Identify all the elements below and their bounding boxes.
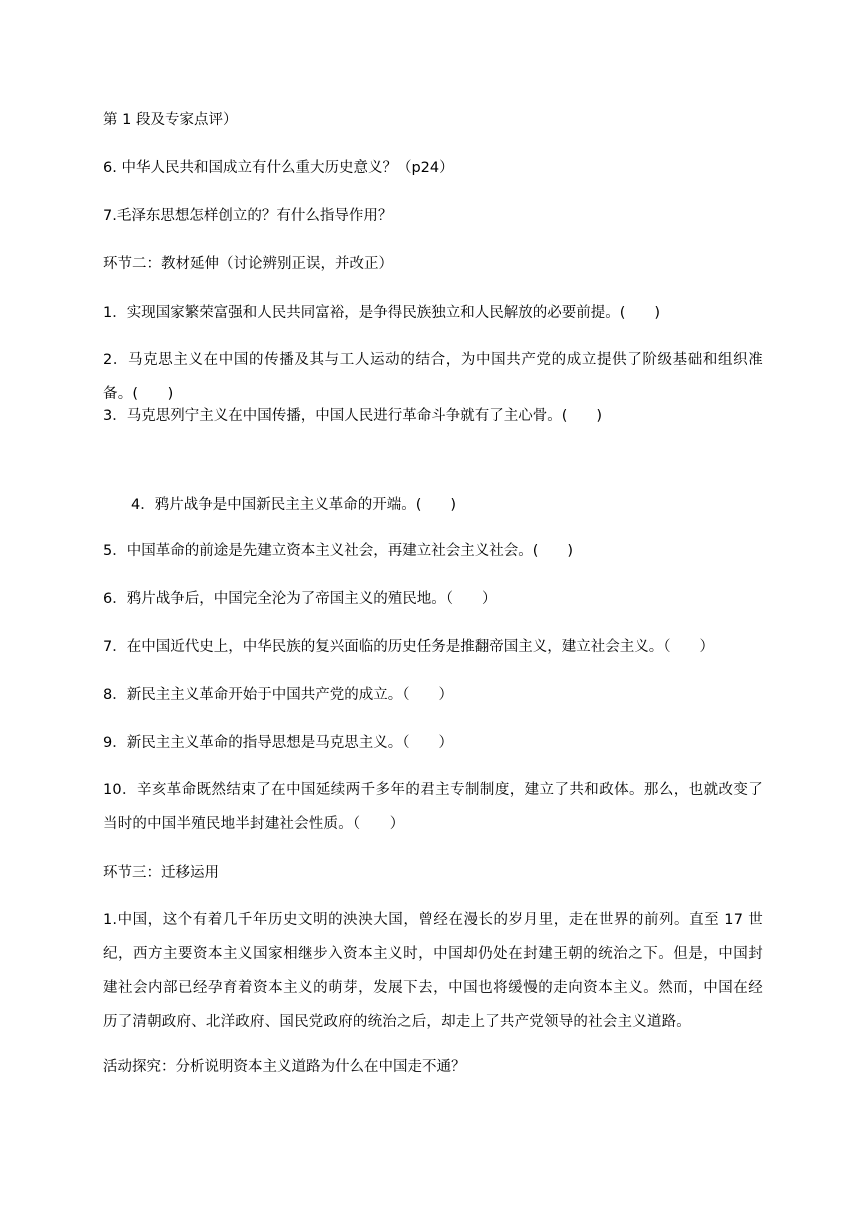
- section-heading-2: 环节二：教材延伸（讨论辨别正误，并改正）: [103, 256, 393, 272]
- question-6: 6. 中华人民共和国成立有什么重大历史意义？（p24）: [103, 160, 454, 176]
- statement-4: 4．鸦片战争是中国新民主主义革命的开端。( ): [131, 497, 457, 513]
- statement-1: 1．实现国家繁荣富强和人民共同富裕，是争得民族独立和人民解放的必要前提。( ): [103, 305, 661, 321]
- statement-2: 2．马克思主义在中国的传播及其与工人运动的结合，为中国共产党的成立提供了阶级基础和组织准备。( ): [103, 352, 763, 402]
- statement-5: 5．中国革命的前途是先建立资本主义社会，再建立社会主义社会。( ): [103, 543, 574, 559]
- statement-6: 6．鸦片战争后，中国完全沦为了帝国主义的殖民地。（ ）: [103, 591, 497, 607]
- statement-10: 10．辛亥革命既然结束了在中国延续两千多年的君主专制制度，建立了共和政体。那么，也就改变了当时的中国半殖民地半封建社会性质。（ ）: [103, 782, 763, 832]
- statement-3: 3．马克思列宁主义在中国传播，中国人民进行革命斗争就有了主心骨。( ): [103, 408, 603, 424]
- text-line-continuation: 第 1 段及专家点评）: [103, 112, 238, 128]
- statement-8: 8．新民主主义革命开始于中国共产党的成立。（ ）: [103, 687, 453, 703]
- section-heading-3: 环节三：迁移运用: [103, 865, 219, 881]
- passage-paragraph: 1.中国，这个有着几千年历史文明的泱泱大国，曾经在漫长的岁月里，走在世界的前列。直至 17 世纪，西方主要资本主义国家相继步入资本主义时，中国却仍处在封建王朝的统治之下。但是，中国封建社会内部已经孕育着资本主义的萌芽，发展下去，中国也将缓慢的走向资本主义。然而，中国在经历了清朝政府、北洋政府、国民党政府的统治之后，却走上了共产党领导的社会主义道路。: [103, 912, 763, 1030]
- statement-9: 9．新民主主义革命的指导思想是马克思主义。（ ）: [103, 735, 453, 751]
- statement-7: 7．在中国近代史上，中华民族的复兴面临的历史任务是推翻帝国主义，建立社会主义。（ ）: [103, 639, 714, 655]
- question-7: 7.毛泽东思想怎样创立的？有什么指导作用？: [103, 208, 393, 224]
- activity-prompt: 活动探究：分析说明资本主义道路为什么在中国走不通？: [103, 1059, 466, 1075]
